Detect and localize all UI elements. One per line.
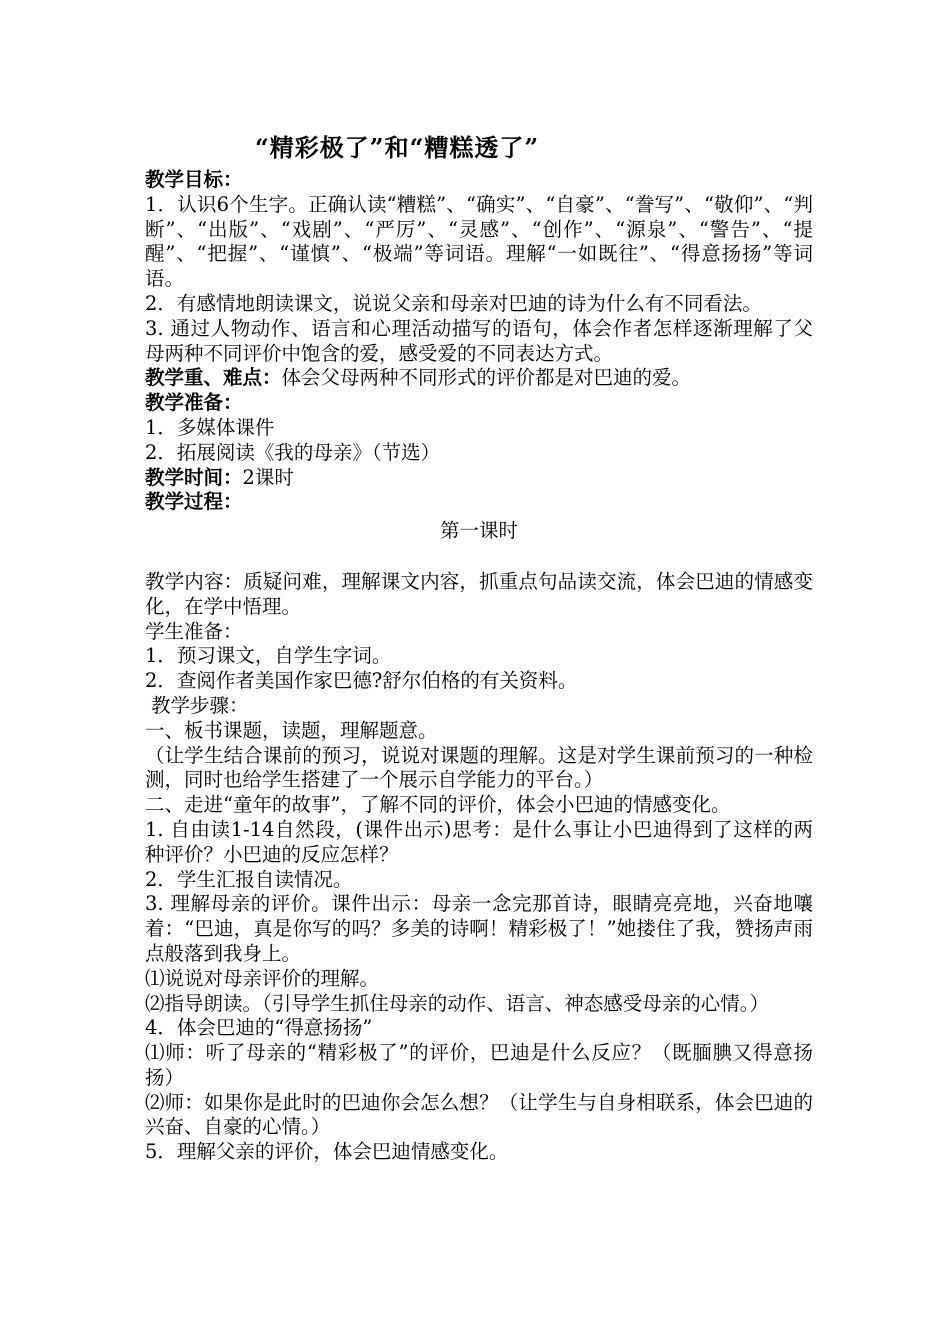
document-title: “精彩极了”和“糟糕透了”: [255, 133, 540, 162]
focus-label: 教学重、难点：: [145, 366, 282, 390]
step-2-1: 1. 自由读1-14自然段，(课件出示)思考：是什么事让小巴迪得到了这样的两种评价？小巴迪的反应怎样？: [145, 817, 813, 866]
process-heading: 教学过程：: [145, 490, 243, 514]
step-2-4: 4．体会巴迪的“得意扬扬”: [145, 1016, 373, 1040]
objective-3: 3. 通过人物动作、语言和心理活动描写的语句，体会作者怎样逐渐理解了父母两种不同评价中饱含的爱，感受爱的不同表达方式。: [145, 316, 813, 365]
steps-heading: 教学步骤：: [151, 693, 249, 717]
step-2-3: 3. 理解母亲的评价。课件出示：母亲一念完那首诗，眼睛亮亮地，兴奋地嚷着：“巴迪，真是你写的吗？多美的诗啊！精彩极了！”她搂住了我，赞扬声雨点般落到我身上。: [145, 892, 813, 965]
student-prep-1: 1．预习课文，自学生字词。: [145, 644, 392, 668]
time-label: 教学时间：: [145, 465, 243, 489]
step-2-5: 5．理解父亲的评价，体会巴迪情感变化。: [145, 1140, 509, 1164]
student-prep-2: 2．查阅作者美国作家巴德?舒尔伯格的有关资料。: [145, 669, 578, 693]
step-2-4b: ⑵师：如果你是此时的巴迪你会怎么想？（让学生与自身相联系，体会巴迪的兴奋、自豪的心情。）: [145, 1090, 813, 1139]
document-page: [145, 128, 813, 1165]
step-1-note: （让学生结合课前的预习，说说对课题的理解。这是对学生课前预习的一种检测，同时也给学生搭建了一个展示自学能力的平台。）: [145, 743, 813, 792]
time-text: 2课时: [242, 465, 294, 489]
step-2-3a: ⑴说说对母亲评价的理解。: [145, 966, 380, 990]
step-2-2: 2．学生汇报自读情况。: [145, 867, 353, 891]
objectives-heading: 教学目标：: [145, 168, 243, 191]
lesson-heading: 第一课时: [439, 519, 518, 543]
prep-heading: 教学准备：: [145, 391, 243, 415]
step-2: 二、走进“童年的故事”，了解不同的评价，体会小巴迪的情感变化。: [145, 793, 731, 817]
time-line: [145, 466, 813, 491]
step-1: 一、板书课题，读题，理解题意。: [145, 718, 438, 742]
prep-item-2: 2．拓展阅读《我的母亲》（节选）: [145, 440, 441, 464]
step-2-4a: ⑴师：听了母亲的“精彩极了”的评价，巴迪是什么反应？（既腼腆又得意扬扬）: [145, 1041, 813, 1089]
student-prep-heading: 学生准备：: [145, 619, 243, 643]
focus-line: [145, 366, 813, 391]
step-2-3b: ⑵指导朗读。（引导学生抓住母亲的动作、语言、神态感受母亲的心情。）: [145, 991, 770, 1015]
objective-2: 2．有感情地朗读课文，说说父亲和母亲对巴迪的诗为什么有不同看法。: [145, 291, 762, 315]
focus-text: 体会父母两种不同形式的评价都是对巴迪的爱。: [281, 366, 692, 390]
teaching-content: 教学内容：质疑问难，理解课文内容，抓重点句品读交流，体会巴迪的情感变化，在学中悟理。: [145, 569, 813, 618]
prep-item-1: 1．多媒体课件: [145, 415, 275, 439]
objective-1: 1．认识6个生字。正确认读“糟糕”、“确实”、“自豪”、“誊写”、“敬仰”、“判断”、“出版”、“戏剧”、“严厉”、“灵感”、“创作”、“源泉”、“警告”、“提醒”、“把握”、“谨慎”、“极端”等词语。理解“一如既往”、“得意扬扬”等词语。: [145, 192, 813, 291]
